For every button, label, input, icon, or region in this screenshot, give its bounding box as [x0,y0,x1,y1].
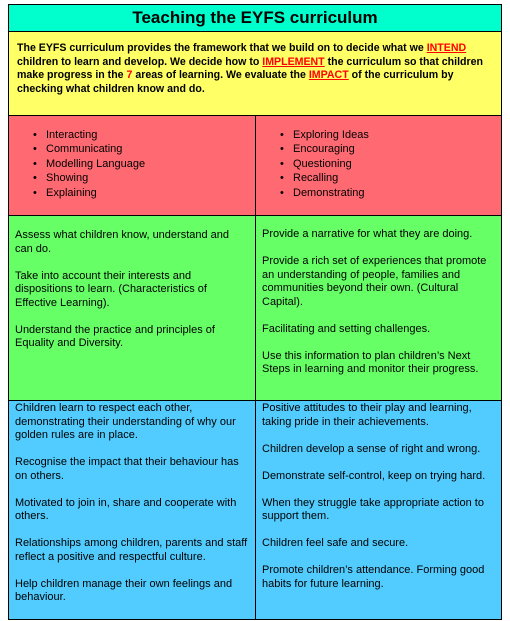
paragraph: Provide a narrative for what they are doing. [262,228,473,240]
list-item: • Communicating [33,142,255,156]
paragraph: Children develop a sense of right and wrong. [262,442,481,455]
paragraph: Motivated to join in, share and cooperate with others. [15,496,237,522]
paragraph: Use this information to plan children’s Next Steps in learning and monitor their progress. [262,349,479,375]
assessment-left-cell [9,216,255,400]
paragraph: Facilitating and setting challenges. [262,322,431,335]
paragraph: Help children manage their own feelings and behaviour. [15,577,233,603]
intro-text-4: areas of learning. We evaluate the [132,69,309,81]
list-item: • Questioning [280,157,501,171]
paragraph: Assess what children know, understand and can do. [15,229,230,255]
implement-keyword: IMPLEMENT [262,55,325,68]
list-item: • Modelling Language [33,157,255,171]
paragraph: Recognise the impact that their behaviour has on others. [15,456,239,482]
list-item: • Demonstrating [280,186,501,200]
paragraph: Children feel safe and secure. [262,537,409,549]
intro-text-5: of the curriculum by checking what children know and do. [17,69,454,95]
intro-paragraph [8,32,502,116]
intend-keyword: INTEND [426,42,467,54]
list-item: • Recalling [280,171,501,185]
paragraph: When they struggle take appropriate action to support them. [262,496,484,522]
assessment-row [8,216,502,401]
paragraph: Provide a rich set of experiences that promote an understanding of people, families and communities beyond their own. (Cultural Capital). [262,255,487,308]
strategies-right-list [256,116,501,200]
list-item: • Encouraging [280,142,501,156]
paragraph: Understand the practice and principles of Equality and Diversity. [15,323,215,349]
list-item: • Showing [33,171,255,185]
curriculum-document [8,4,502,620]
strategies-row [8,116,502,216]
strategies-left-cell [9,116,255,215]
assessment-right-cell [255,216,501,400]
outcomes-row [8,401,502,620]
seven-number: 7 [126,69,133,81]
outcomes-right-cell [255,401,501,619]
list-item: • Exploring Ideas [280,128,501,142]
list-item: • Explaining [33,186,255,200]
paragraph: Demonstrate self-control, keep on trying hard. [262,469,486,482]
paragraph: Positive attitudes to their play and learning, taking pride in their achievements. [262,402,472,428]
paragraph: Relationships among children, parents and staff reflect a positive and respectful culture. [15,537,248,563]
outcomes-left-cell [9,401,255,619]
strategies-left-list [9,116,255,200]
intro-text-2: children to learn and develop. We decide how to [17,55,263,68]
impact-keyword: IMPACT [308,69,349,81]
strategies-right-cell [255,116,501,215]
page-title: Teaching the EYFS curriculum [8,4,502,32]
intro-text-3: the curriculum so that children make progress in the [17,55,483,81]
list-item: • Interacting [33,128,255,142]
paragraph: Promote children’s attendance. Forming good habits for future learning. [262,564,485,590]
intro-text-1: The EYFS curriculum provides the framework that we build on to decide what we [17,42,427,54]
paragraph: Take into account their interests and dispositions to learn. (Characteristics of Effective Learning). [15,269,207,309]
paragraph: Children learn to respect each other, demonstrating their understanding of why our golden rules are in place. [15,402,236,441]
